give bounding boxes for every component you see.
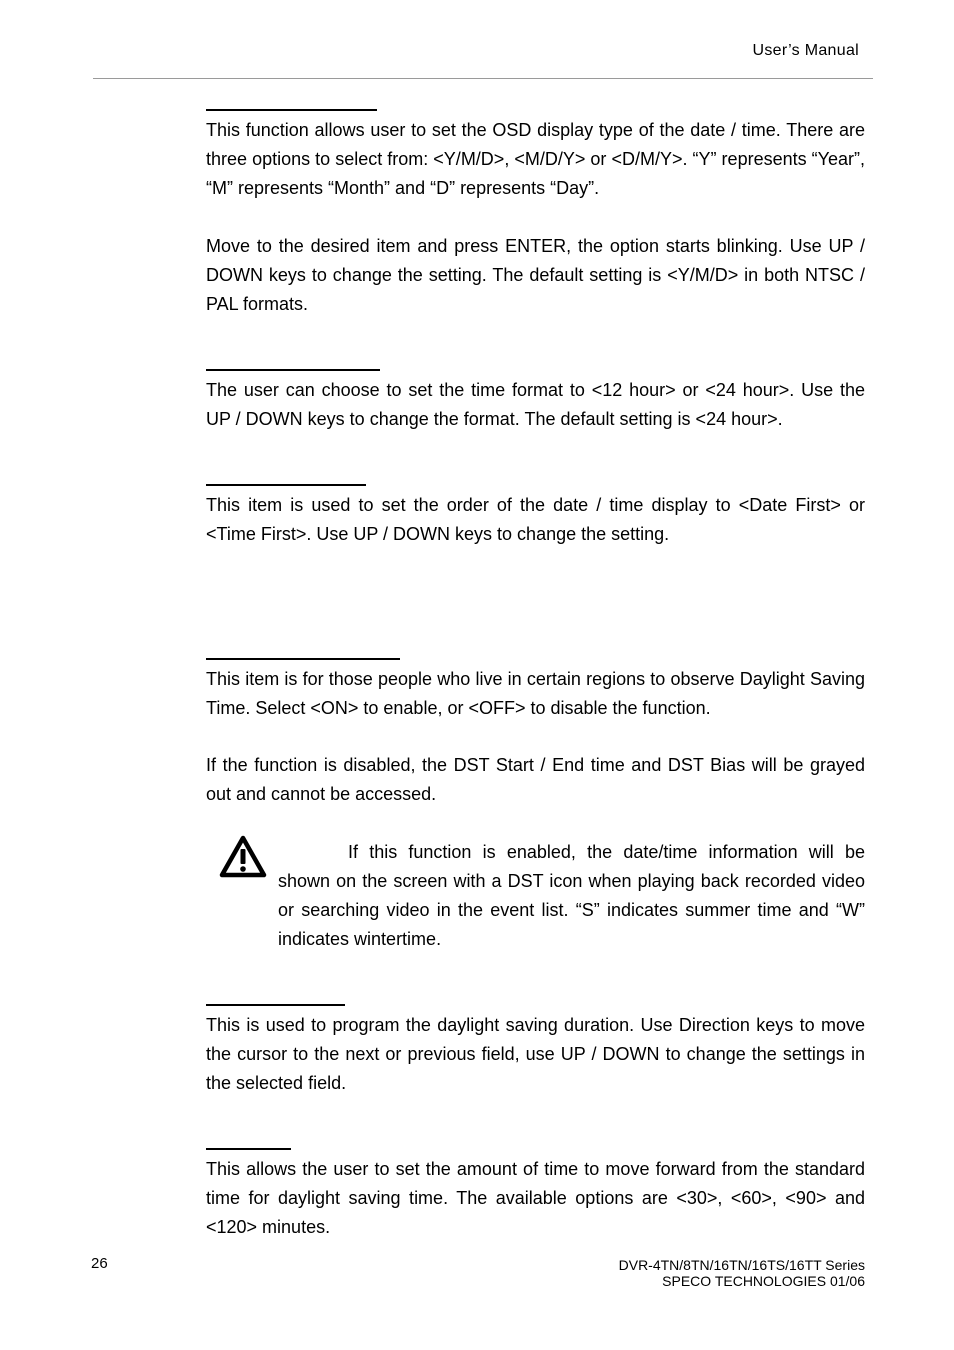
body-paragraph: This allows the user to set the amount of time to move forward from the standard time for daylight saving time. The available options are <30>, <60>, <90> and <120> minutes. [206,1159,865,1237]
section-heading-rule [206,1004,345,1006]
body-paragraph: If the function is disabled, the DST Start / End time and DST Bias will be grayed out and cannot be accessed. [206,755,865,804]
body-paragraph: This function allows user to set the OSD display type of the date / time. There are three options to select from: <Y/M/D>, <M/D/Y> or <D/M/Y>. “Y” represents “Year”, “M” represents “Month” and “D” represents “Day”. [206,120,865,198]
header-title: User’s Manual [752,42,859,59]
page-number: 26 [91,1255,108,1272]
warning-triangle-icon [218,834,268,880]
section-heading-rule [206,109,377,111]
section-heading-rule [206,1148,291,1150]
note-text [278,838,865,954]
note-body: If this function is enabled, the date/time information will be shown on the screen with a DST icon when playing back recorded video or searching video in the event list. “S” indicates summer time and “W” indicates wintertime. [278,842,865,949]
section-heading-rule [206,369,380,371]
body-paragraph: This item is used to set the order of the date / time display to <Date First> or <Time First>. Use UP / DOWN keys to change the setting. [206,495,865,544]
body-paragraph: This item is for those people who live in certain regions to observe Daylight Saving Time. Select <ON> to enable, or <OFF> to disable the function. [206,669,865,718]
header-divider [93,78,873,79]
footer-info [619,1257,865,1289]
section-heading-rule [206,484,366,486]
body-paragraph: Move to the desired item and press ENTER, the option starts blinking. Use UP / DOWN keys to change the setting. The default setting is <Y/M/D> in both NTSC / PAL formats. [206,236,865,314]
footer-company: SPECO TECHNOLOGIES 01/06 [662,1273,865,1289]
body-paragraph: The user can choose to set the time format to <12 hour> or <24 hour>. Use the UP / DOWN keys to change the format. The default setting is <24 hour>. [206,380,865,429]
section-heading-rule [206,658,400,660]
body-paragraph: This is used to program the daylight saving duration. Use Direction keys to move the cursor to the next or previous field, use UP / DOWN to change the settings in the selected field. [206,1015,865,1093]
footer-series: DVR-4TN/8TN/16TN/16TS/16TT Series [618,1257,865,1273]
